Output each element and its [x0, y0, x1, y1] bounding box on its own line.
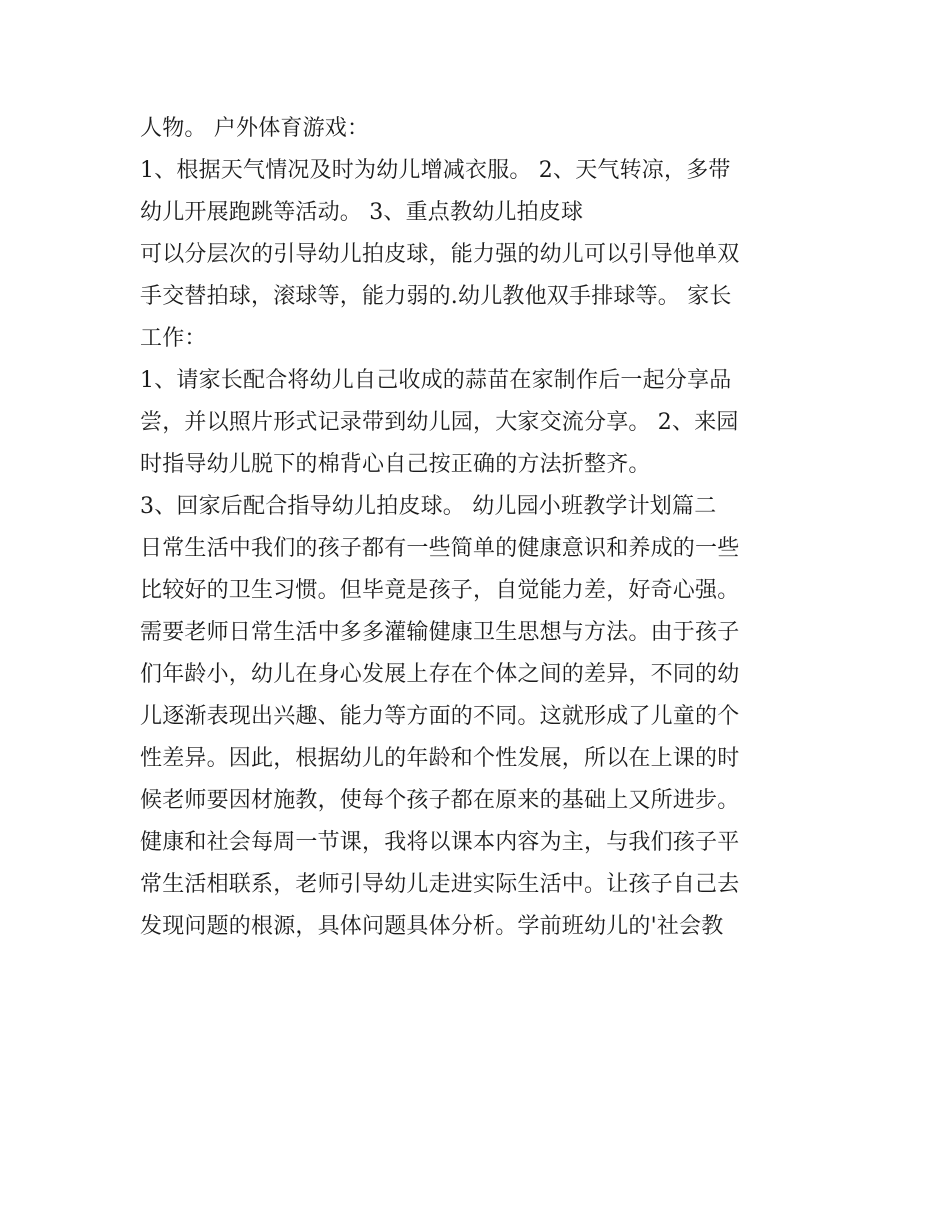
text-line: 候老师要因材施教，使每个孩子都在原来的基础上又所进步。 — [140, 788, 740, 813]
text-line: 1、根据天气情况及时为幼儿增减衣服。 2、天气转凉，多带 — [140, 158, 731, 183]
text-line: 性差异。因此，根据幼儿的年龄和个性发展，所以在上课的时 — [140, 746, 740, 771]
text-line: 需要老师日常生活中多多灌输健康卫生思想与方法。由于孩子 — [140, 620, 740, 645]
text-line: 工作： — [140, 326, 207, 351]
text-line: 常生活相联系，老师引导幼儿走进实际生活中。让孩子自己去 — [140, 872, 740, 897]
document-body — [140, 108, 830, 948]
text-line: 3、回家后配合指导幼儿拍皮球。 幼儿园小班教学计划篇二 — [140, 494, 717, 519]
text-line: 手交替拍球，滚球等，能力弱的.幼儿教他双手排球等。 家长 — [140, 284, 732, 309]
text-line: 健康和社会每周一节课，我将以课本内容为主，与我们孩子平 — [140, 830, 740, 855]
text-line: 尝，并以照片形式记录带到幼儿园，大家交流分享。 2、来园 — [140, 410, 739, 435]
text-line: 发现问题的根源，具体问题具体分析。学前班幼儿的'社会教 — [140, 914, 724, 939]
text-line: 时指导幼儿脱下的棉背心自己按正确的方法折整齐。 — [140, 452, 651, 477]
text-line: 1、请家长配合将幼儿自己收成的蒜苗在家制作后一起分享品 — [140, 368, 732, 393]
text-line: 日常生活中我们的孩子都有一些简单的健康意识和养成的一些 — [140, 536, 740, 561]
text-line: 人物。 户外体育游戏： — [140, 116, 370, 141]
text-line: 幼儿开展跑跳等活动。 3、重点教幼儿拍皮球 — [140, 200, 584, 225]
text-line: 儿逐渐表现出兴趣、能力等方面的不同。这就形成了儿童的个 — [140, 704, 740, 729]
text-line: 们年龄小，幼儿在身心发展上存在个体之间的差异，不同的幼 — [140, 662, 740, 687]
text-line: 比较好的卫生习惯。但毕竟是孩子，自觉能力差，好奇心强。 — [140, 578, 740, 603]
text-line: 可以分层次的引导幼儿拍皮球，能力强的幼儿可以引导他单双 — [140, 242, 740, 267]
